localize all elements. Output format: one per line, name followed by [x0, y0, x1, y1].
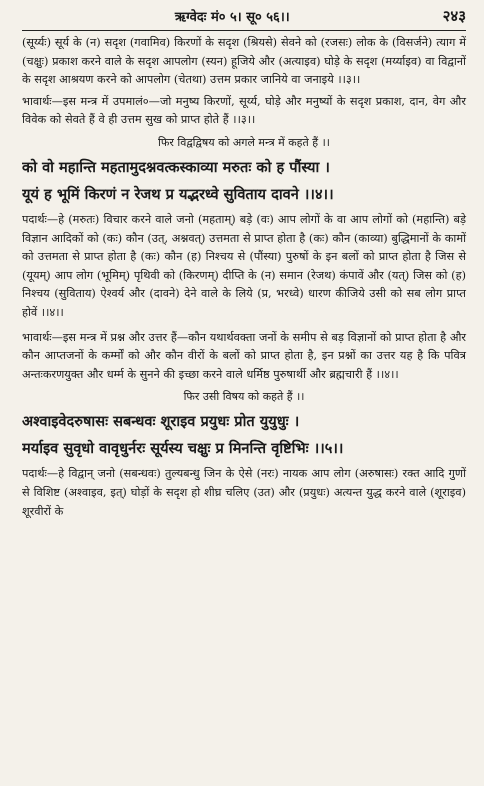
- verse-5-line-2: मर्याइव सुवृधो वावृधुर्नरः सूर्यस्य चक्षुः प्र मिनन्ति वृष्टिभिः ।।५।।: [22, 440, 344, 458]
- paragraph-top: (सूर्य्यः) सूर्य के (न) सदृश (गवामिव) किरणों के सदृश (श्रियसे) सेवने को (रजसः) लोक के (विसर्जने) त्याग में (चक्षुः) प्रकाश करने वाले के सदृश आपलोग (स्यन) हूजिये और (अत्याइव) घोड़े के सदृश (मर्य्याइव) वा विद्वानों के सदृश आश्रयण करने को आपलोग (चेतथा) उत्तम प्रकार जानिये वा जनाइये ।।३।।: [22, 36, 466, 87]
- verse-5-line-1: अश्वाइवेदरुषासः सबन्धवः शूराइव प्रयुधः प्रोत युयुधुः ।: [22, 413, 300, 431]
- verse-4-line-2: यूयं ह भूमिं किरणं न रेजथ प्र यद्भरध्वे सुविताय दावने ।।४।।: [22, 185, 334, 203]
- verse-4-line-1: को वो महान्ति महतामुदश्नवत्कस्काव्या मरुतः को ह पौंस्या ।: [22, 158, 330, 176]
- page-header: [22, 6, 466, 30]
- running-title: ऋग्वेदः मं० ५। सू० ५६।।: [174, 10, 290, 25]
- section-caption-1: फिर विद्वद्विषय को अगले मन्त्र में कहते हैं ।।: [158, 135, 330, 149]
- section-caption-2: फिर उसी विषय को कहते हैं ।।: [183, 390, 305, 404]
- page-number: २४३: [442, 7, 466, 25]
- bhavartha-3: भावार्थः—इस मन्त्र में उपमालं०—जो मनुष्य किरणों, सूर्य्य, घोड़े और मनुष्यों के सदृश प्रकाश, दान, वेग और विवेक को सेवते हैं वे ही उत्तम सुख को प्राप्त होते हैं ।।३।।: [22, 94, 466, 127]
- header-rule: [22, 30, 466, 31]
- bhavartha-4: भावार्थः—इस मन्त्र में प्रश्न और उत्तर हैं—कौन यथार्थवक्ता जनों के समीप से बड़ विज्ञानों को प्राप्त होता है और कौन आप्तजनों के कर्म्मों को और कौन वीरों के बलों को प्राप्त होता है, इन प्रश्नों का उत्तर यह है कि पवित्र अन्तःकरणयुक्त और धर्म्म के सुनने की इच्छा करने वाले धर्मिष्ठ पुरुषार्थी और ब्रह्मचारी हैं ।।४।।: [22, 330, 466, 381]
- padartha-4: पदार्थः—हे (मरुतः) विचार करने वाले जनो (महताम्) बड़े (वः) आप लोगों के वा आप लोगों को (महान्ति) बड़े विज्ञान आदिकों को (कः) कौन (उत्, अश्नवत्) उत्तमता से प्राप्त होता है (कः) कौन (काव्या) बुद्धिमानों के कामों को उत्तमता से प्राप्त होता है (कः) कौन (ह) निश्चय से (पौंस्या) पुरुषों के इन बलों को प्राप्त होता है जिस से (यूयम्) आप लोग (भूमिम्) पृथिवी को (किरणम्) दीप्ति के (न) समान (रेजथ) कंपावें और (यत्) जिस को (ह) निश्चय (सुविताय) ऐश्वर्य और (दावने) देने वाले के लिये (प्र, भरध्वे) धारण कीजिये उसी को सब लोग प्राप्त होवें ।।४।।: [22, 212, 466, 319]
- padartha-5: पदार्थः—हे विद्वान् जनो (सबन्धवः) तुल्यबन्धु जिन के ऐसे (नरः) नायक आप लोग (अरुषासः) रक्त आदि गुणों से विशिष्ट (अश्वाइव, इत्) घोड़ों के सदृश हो शीघ्र चलिए (उत) और (प्रयुधः) अत्यन्त युद्ध करने वाले (शूराइव) शूरवीरों के: [22, 467, 466, 518]
